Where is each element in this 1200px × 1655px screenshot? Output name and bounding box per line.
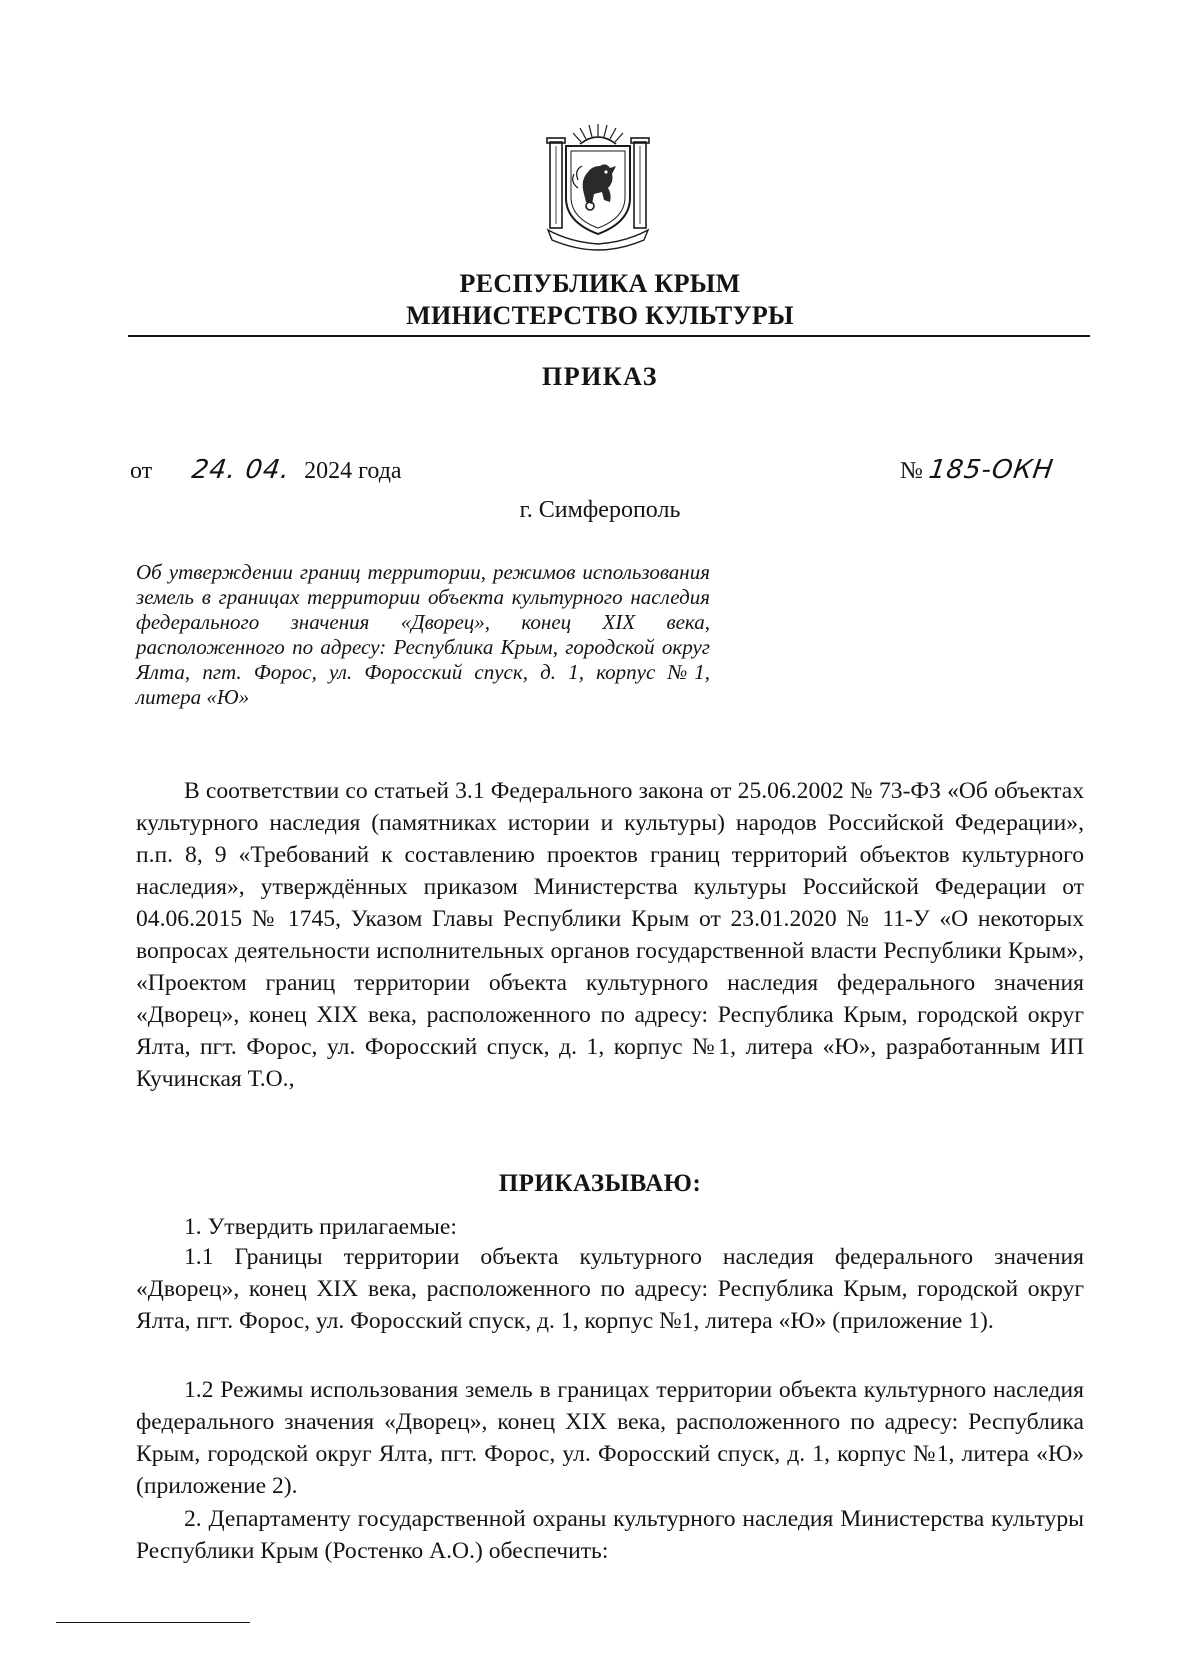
- header-divider: [128, 335, 1090, 337]
- item-1-2: 1.2 Режимы использования земель в границах территории объекта культурного наследия федерального значения «Дворец», конец XIX века, расположенного по адресу: Республика Крым, городской округ Ялта, пгт. Форос, ул. Форосский спуск, д. 1, корпус №1, литера «Ю» (приложение 2).: [136, 1377, 1084, 1499]
- order-subject: Об утверждении границ территории, режимов использования земель в границах территории объекта культурного наследия федерального значения «Дворец», конец XIX века, расположенного по адресу: Республика Крым, городской округ Ялта, пгт. Форос, ул. Форосский спуск, д. 1, корпус №1, литера «Ю»: [136, 560, 710, 709]
- org-name-republic: РЕСПУБЛИКА КРЫМ: [459, 269, 741, 298]
- crimea-coat-of-arms-icon: [540, 122, 656, 252]
- directive-heading: ПРИКАЗЫВАЮ:: [498, 1170, 702, 1197]
- order-date: [130, 455, 402, 485]
- number-prefix: №: [900, 458, 923, 484]
- handwritten-date: 24. 04.: [190, 455, 293, 485]
- order-city: г. Симферополь: [519, 497, 681, 523]
- preamble-paragraph: В соответствии со статьей 3.1 Федерального закона от 25.06.2002 № 73-ФЗ «Об объектах культурного наследия (памятниках истории и культуры) народов Российской Федерации», п.п. 8, 9 «Требований к составлению проектов границ территорий объектов культурного наследия», утверждённых приказом Министерства культуры Российской Федерации от 04.06.2015 № 1745, Указом Главы Республики Крым от 23.01.2020 № 11-У «О некоторых вопросах деятельности исполнительных органов государственной власти Республики Крым», «Проектом границ территории объекта культурного наследия федерального значения «Дворец», конец XIX века, расположенного по адресу: Республика Крым, городской округ Ялта, пгт. Форос, ул. Форосский спуск, д. 1, корпус №1, литера «Ю», разработанным ИП Кучинская Т.О.,: [136, 778, 1084, 1092]
- document-type-title: ПРИКАЗ: [541, 362, 659, 391]
- item-1: 1. Утвердить прилагаемые:: [184, 1214, 457, 1240]
- date-prefix: от: [130, 458, 153, 484]
- handwritten-number: 185-ОКН: [926, 455, 1056, 485]
- date-year: 2024 года: [304, 458, 402, 484]
- org-name-ministry: МИНИСТЕРСТВО КУЛЬТУРЫ: [406, 301, 794, 330]
- order-number: [900, 455, 1056, 485]
- footnote-divider: [56, 1622, 250, 1623]
- item-1-1: 1.1 Границы территории объекта культурного наследия федерального значения «Дворец», конец XIX века, расположенного по адресу: Республика Крым, городской округ Ялта, пгт. Форос, ул. Форосский спуск, д. 1, корпус №1, литера «Ю» (приложение 1).: [136, 1244, 1084, 1334]
- item-2: 2. Департаменту государственной охраны культурного наследия Министерства культуры Республики Крым (Ростенко А.О.) обеспечить:: [136, 1506, 1084, 1564]
